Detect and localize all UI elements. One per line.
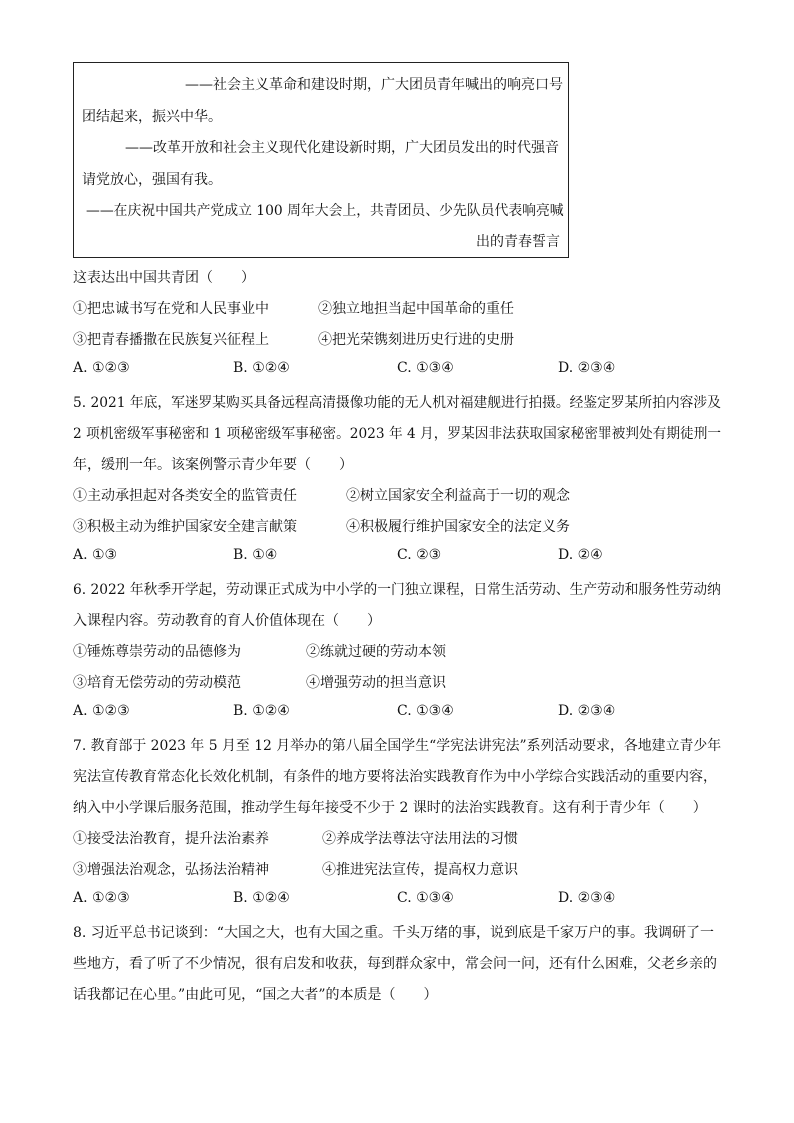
quote-attribution-2: ——改革开放和社会主义现代化建设新时期，广大团员发出的时代强音 <box>125 140 559 156</box>
q7-item-1: ①接受法治教育，提升法治素养 <box>73 831 269 847</box>
q5-item-1: ①主动承担起对各类安全的监管责任 <box>73 488 297 504</box>
q6-choice-c: C. ①③④ <box>397 703 454 719</box>
q8-stem-line-3: 话我都记在心里。”由此可见，“国之大者”的本质是（ ） <box>73 987 438 1003</box>
q7-stem-line-3: 纳入中小学课后服务范围，推动学生每年接受不少于 2 课时的法治实践教育。这有利于青少年（ ） <box>73 800 707 816</box>
q4-item-4: ④把光荣镌刻进历史行进的史册 <box>318 332 514 348</box>
q7-choice-d: D. ②③④ <box>558 890 616 906</box>
q7-item-2: ②养成学法尊法守法用法的习惯 <box>322 831 518 847</box>
q4-item-3: ③把青春播撒在民族复兴征程上 <box>73 332 269 348</box>
q7-choice-a: A. ①②③ <box>73 890 130 906</box>
q4-item-1: ①把忠诚书写在党和人民事业中 <box>73 301 269 317</box>
q7-stem-line-2: 宪法宣传教育常态化长效化机制，有条件的地方要将法治实践教育作为中小学综合实践活动的重要内容， <box>73 769 717 785</box>
q6-item-4: ④增强劳动的担当意识 <box>306 675 446 691</box>
q4-stem: 这表达出中国共青团（ ） <box>73 270 255 286</box>
q5-choice-d: D. ②④ <box>558 547 603 563</box>
q6-stem-line-2: 入课程内容。劳动教育的育人价值体现在（ ） <box>73 613 381 629</box>
q7-choice-b: B. ①②④ <box>233 890 290 906</box>
quote-box <box>73 62 569 258</box>
q4-item-2: ②独立地担当起中国革命的重任 <box>318 301 514 317</box>
q6-item-2: ②练就过硬的劳动本领 <box>306 644 446 660</box>
q5-choice-b: B. ①④ <box>233 547 278 563</box>
q6-choice-b: B. ①②④ <box>233 703 290 719</box>
q4-choice-d: D. ②③④ <box>558 360 616 376</box>
q6-stem-line-1: 6. 2022 年秋季开学起，劳动课正式成为中小学的一门独立课程，日常生活劳动、生产劳动和服务性劳动纳 <box>73 582 721 598</box>
q7-choice-c: C. ①③④ <box>397 890 454 906</box>
quote-attribution-3: ——在庆祝中国共产党成立 100 周年大会上，共青团员、少先队员代表响亮喊 <box>86 203 564 219</box>
q5-item-3: ③积极主动为维护国家安全建言献策 <box>73 519 297 535</box>
quote-slogan-1: 团结起来，振兴中华。 <box>82 109 222 125</box>
q4-choice-b: B. ①②④ <box>233 360 290 376</box>
q5-item-2: ②树立国家安全利益高于一切的观念 <box>346 488 570 504</box>
q4-choice-c: C. ①③④ <box>397 360 454 376</box>
q6-choice-d: D. ②③④ <box>558 703 616 719</box>
q7-stem-line-1: 7. 教育部于 2023 年 5 月至 12 月举办的第八届全国学生“学宪法讲宪法”系列活动要求，各地建立青少年 <box>73 738 722 754</box>
quote-attribution-3-cont: 出的青春誓言 <box>476 234 560 250</box>
q7-item-4: ④推进宪法宣传，提高权力意识 <box>322 862 518 878</box>
q5-stem-line-3: 年，缓刑一年。该案例警示青少年要（ ） <box>73 457 353 473</box>
q4-choice-a: A. ①②③ <box>73 360 130 376</box>
q6-item-3: ③培育无偿劳动的劳动模范 <box>73 675 241 691</box>
q5-choice-c: C. ②③ <box>397 547 442 563</box>
q6-choice-a: A. ①②③ <box>73 703 130 719</box>
q8-stem-line-2: 些地方，看了听了不少情况，很有启发和收获，每到群众家中，常会问一问，还有什么困难，父老乡亲的 <box>73 956 717 972</box>
q7-item-3: ③增强法治观念，弘扬法治精神 <box>73 862 269 878</box>
q8-stem-line-1: 8. 习近平总书记谈到：“大国之大，也有大国之重。千头万绪的事，说到底是千家万户的事。我调研了一 <box>73 925 714 941</box>
q5-item-4: ④积极履行维护国家安全的法定义务 <box>346 519 570 535</box>
q5-choice-a: A. ①③ <box>73 547 118 563</box>
q5-stem-line-1: 5. 2021 年底，军迷罗某购买具备远程高清摄像功能的无人机对福建舰进行拍摄。经鉴定罗某所拍内容涉及 <box>73 395 721 411</box>
quote-slogan-2: 请党放心，强国有我。 <box>82 172 222 188</box>
q6-item-1: ①锤炼尊崇劳动的品德修为 <box>73 644 241 660</box>
quote-attribution-1: ——社会主义革命和建设时期，广大团员青年喊出的响亮口号 <box>185 77 563 93</box>
q5-stem-line-2: 2 项机密级军事秘密和 1 项秘密级军事秘密。2023 年 4 月，罗某因非法获取国家秘密罪被判处有期徒刑一 <box>73 426 722 442</box>
